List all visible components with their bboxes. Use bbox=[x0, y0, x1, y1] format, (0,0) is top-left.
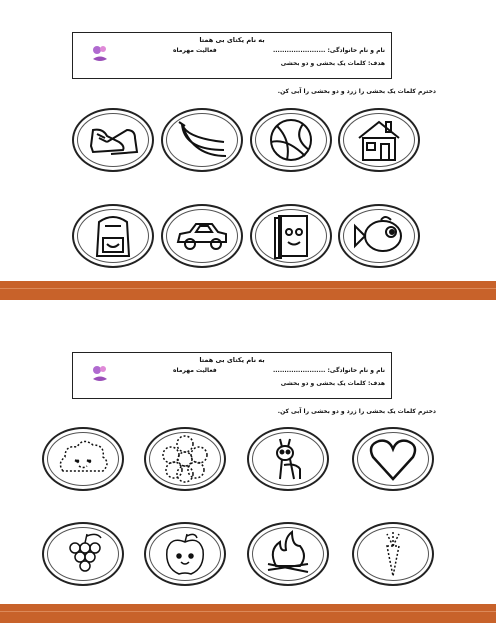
instruction-text: دخترم کلمات یک بخشی را زرد و دو بخشی را آبی کن. bbox=[277, 408, 436, 415]
picture-oval[interactable] bbox=[144, 522, 226, 586]
fire-icon bbox=[260, 530, 316, 578]
picture-oval[interactable] bbox=[338, 108, 420, 172]
activity-label: فعالیت مهرماه bbox=[173, 47, 217, 54]
picture-oval[interactable] bbox=[42, 522, 124, 586]
picture-oval[interactable] bbox=[42, 427, 124, 491]
heart-icon bbox=[365, 435, 421, 483]
logo-icon bbox=[87, 41, 113, 67]
fish-icon bbox=[351, 212, 407, 260]
worksheet-header bbox=[72, 32, 392, 79]
picture-oval[interactable] bbox=[161, 108, 243, 172]
picture-oval[interactable] bbox=[250, 108, 332, 172]
picture-oval[interactable] bbox=[338, 204, 420, 268]
student-name-label: نام و نام خانوادگی: ....................... bbox=[272, 367, 385, 374]
divider-bar bbox=[0, 281, 496, 300]
car-icon bbox=[174, 212, 230, 260]
picture-oval[interactable] bbox=[247, 427, 329, 491]
picture-oval[interactable] bbox=[250, 204, 332, 268]
picture-oval[interactable] bbox=[72, 108, 154, 172]
goal-label: هدف: کلمات یک بخشی و دو بخشی bbox=[280, 60, 385, 67]
worksheet-header bbox=[72, 352, 392, 399]
picture-oval[interactable] bbox=[144, 427, 226, 491]
backpack-icon bbox=[85, 212, 141, 260]
bananas-icon bbox=[174, 116, 230, 164]
carrot-icon bbox=[365, 530, 421, 578]
shoes-icon bbox=[85, 116, 141, 164]
picture-oval[interactable] bbox=[72, 204, 154, 268]
logo-icon bbox=[87, 361, 113, 387]
book-icon bbox=[263, 212, 319, 260]
header-title: به نام یکتای بی همتا bbox=[199, 356, 265, 364]
deer-icon bbox=[260, 435, 316, 483]
goal-label: هدف: کلمات یک بخشی و دو بخشی bbox=[280, 380, 385, 387]
flower-icon bbox=[157, 435, 213, 483]
picture-oval[interactable] bbox=[161, 204, 243, 268]
student-name-label: نام و نام خانوادگی: ....................... bbox=[272, 47, 385, 54]
header-title: به نام یکتای بی همتا bbox=[199, 36, 265, 44]
activity-label: فعالیت مهرماه bbox=[173, 367, 217, 374]
ball-icon bbox=[263, 116, 319, 164]
picture-oval[interactable] bbox=[247, 522, 329, 586]
picture-oval[interactable] bbox=[352, 427, 434, 491]
grapes-icon bbox=[55, 530, 111, 578]
house-icon bbox=[351, 116, 407, 164]
apple-icon bbox=[157, 530, 213, 578]
instruction-text: دخترم کلمات یک بخشی را زرد و دو بخشی را آبی کن. bbox=[277, 88, 436, 95]
cloud-icon bbox=[55, 435, 111, 483]
picture-oval[interactable] bbox=[352, 522, 434, 586]
divider-bar bbox=[0, 604, 496, 623]
